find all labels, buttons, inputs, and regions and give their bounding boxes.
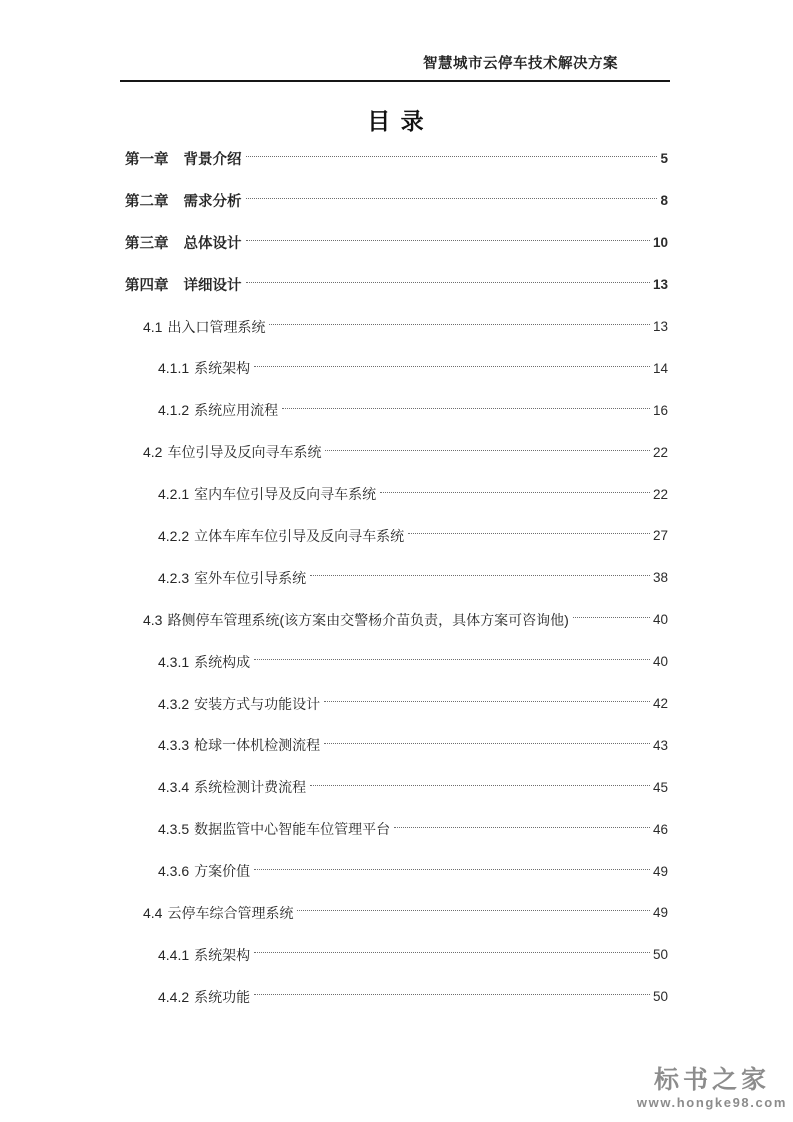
toc-entry[interactable] xyxy=(125,515,668,557)
toc-entry-num: 4.4 xyxy=(143,904,163,921)
toc-entry[interactable] xyxy=(125,222,668,264)
toc-entry[interactable] xyxy=(125,683,668,725)
toc-entry[interactable] xyxy=(125,766,668,808)
toc-entry-page: 10 xyxy=(652,235,668,251)
toc-entry-page: 46 xyxy=(652,821,668,837)
toc-entry[interactable] xyxy=(125,264,668,306)
toc-entry[interactable] xyxy=(125,892,668,934)
toc-entry-title: 立体车库车位引导及反向寻车系统 xyxy=(194,527,405,544)
toc-entry-num: 4.1.2 xyxy=(158,402,190,419)
dot-leader xyxy=(246,240,650,241)
toc-entry-page: 14 xyxy=(652,360,668,376)
toc-entry-num: 4.1 xyxy=(143,318,163,335)
toc-entry-page: 13 xyxy=(652,277,668,293)
toc-entry-page: 22 xyxy=(652,486,668,502)
toc-entry-page: 42 xyxy=(652,696,668,712)
toc-entry-title: 系统应用流程 xyxy=(194,402,279,419)
toc-entry-title: 室外车位引导系统 xyxy=(194,569,307,586)
dot-leader xyxy=(325,450,650,451)
toc-entry-page: 40 xyxy=(652,612,668,628)
dot-leader xyxy=(246,156,658,157)
toc-entry[interactable] xyxy=(125,431,668,473)
toc-entry-title: 云停车综合管理系统 xyxy=(167,904,294,921)
toc-entry-num: 4.2.2 xyxy=(158,527,190,544)
toc-entry-page: 8 xyxy=(660,193,668,209)
dot-leader xyxy=(324,701,650,702)
toc-entry-page: 38 xyxy=(652,570,668,586)
toc-entry-num: 第二章 xyxy=(125,194,169,211)
toc-entry-page: 49 xyxy=(652,863,668,879)
toc-entry-num: 第三章 xyxy=(125,236,169,253)
toc-entry-num: 4.3.3 xyxy=(158,737,190,754)
toc-entry-title: 枪球一体机检测流程 xyxy=(194,737,321,754)
dot-leader xyxy=(254,659,650,660)
toc-entry-num: 4.3.1 xyxy=(158,653,190,670)
dot-leader xyxy=(394,827,650,828)
toc-entry-num: 4.2.1 xyxy=(158,486,190,503)
toc-entry-title: 方案价值 xyxy=(194,863,251,880)
dot-leader xyxy=(246,282,650,283)
toc-entry-title: 详细设计 xyxy=(183,278,242,295)
toc-entry-title: 系统功能 xyxy=(194,988,251,1005)
dot-leader xyxy=(310,785,650,786)
toc-entry[interactable] xyxy=(125,976,668,1018)
toc-entry[interactable] xyxy=(125,306,668,348)
toc-entry-num: 4.3.6 xyxy=(158,863,190,880)
toc-entry-page: 50 xyxy=(652,947,668,963)
dot-leader xyxy=(573,617,650,618)
toc-entry[interactable] xyxy=(125,808,668,850)
toc-entry-title: 系统架构 xyxy=(194,946,251,963)
toc-entry[interactable] xyxy=(125,180,668,222)
toc-entry-num: 4.4.1 xyxy=(158,946,190,963)
toc-entry-page: 27 xyxy=(652,528,668,544)
toc-entry-title: 车位引导及反向寻车系统 xyxy=(167,444,322,461)
watermark-url: www.hongke98.com xyxy=(636,1095,787,1110)
dot-leader xyxy=(254,994,650,995)
toc-entry-title: 安装方式与功能设计 xyxy=(194,695,321,712)
toc-entry-num: 4.1.1 xyxy=(158,360,190,377)
toc-entry-title: 出入口管理系统 xyxy=(167,318,266,335)
toc-entry-title: 背景介绍 xyxy=(183,152,242,169)
toc-entry-title: 数据监管中心智能车位管理平台 xyxy=(194,821,391,838)
toc-entry-num: 4.4.2 xyxy=(158,988,190,1005)
running-header xyxy=(120,52,670,82)
toc-entry-title: 系统构成 xyxy=(194,653,251,670)
toc-entry-title: 路侧停车管理系统(该方案由交警杨介苗负责，具体方案可咨询他) xyxy=(167,611,569,628)
toc-entry-title: 需求分析 xyxy=(183,194,242,211)
toc-entry-page: 5 xyxy=(660,151,668,167)
dot-leader xyxy=(324,743,650,744)
toc-entry-num: 第四章 xyxy=(125,278,169,295)
toc-entry[interactable] xyxy=(125,934,668,976)
dot-leader xyxy=(297,910,650,911)
toc-entry-page: 16 xyxy=(652,402,668,418)
toc-entry-page: 40 xyxy=(652,654,668,670)
toc-entry-title: 系统架构 xyxy=(194,360,251,377)
toc-entry[interactable] xyxy=(125,641,668,683)
dot-leader xyxy=(380,492,650,493)
toc-entry[interactable] xyxy=(125,473,668,515)
toc-entry-num: 4.2.3 xyxy=(158,569,190,586)
toc-entry-page: 43 xyxy=(652,737,668,753)
toc-entry-num: 4.2 xyxy=(143,444,163,461)
toc-entry-title: 系统检测计费流程 xyxy=(194,779,307,796)
dot-leader xyxy=(310,575,650,576)
toc-entry-page: 49 xyxy=(652,905,668,921)
toc-entry[interactable] xyxy=(125,138,668,180)
toc-entry[interactable] xyxy=(125,347,668,389)
dot-leader xyxy=(254,366,650,367)
watermark-logo-text: 标书之家 xyxy=(653,1065,770,1094)
toc-entry[interactable] xyxy=(125,724,668,766)
dot-leader xyxy=(269,324,650,325)
toc-title: 目 录 xyxy=(367,108,426,134)
toc-entry[interactable] xyxy=(125,389,668,431)
toc-list xyxy=(125,138,668,1018)
toc-entry-title: 总体设计 xyxy=(183,236,242,253)
dot-leader xyxy=(254,869,650,870)
dot-leader xyxy=(254,952,650,953)
toc-entry-num: 4.3.2 xyxy=(158,695,190,712)
toc-entry-page: 50 xyxy=(652,989,668,1005)
toc-entry-page: 22 xyxy=(652,444,668,460)
toc-entry[interactable] xyxy=(125,599,668,641)
dot-leader xyxy=(246,198,658,199)
toc-entry-num: 4.3.5 xyxy=(158,821,190,838)
running-header-title: 智慧城市云停车技术解决方案 xyxy=(423,56,618,72)
toc-entry[interactable] xyxy=(125,850,668,892)
watermark xyxy=(637,1067,787,1110)
toc-entry-num: 第一章 xyxy=(125,152,169,169)
toc-entry-num: 4.3 xyxy=(143,611,163,628)
toc-entry-title: 室内车位引导及反向寻车系统 xyxy=(194,486,377,503)
toc-entry[interactable] xyxy=(125,557,668,599)
dot-leader xyxy=(282,408,650,409)
toc-entry-page: 13 xyxy=(652,319,668,334)
dot-leader xyxy=(408,533,650,534)
toc-entry-page: 45 xyxy=(652,779,668,795)
toc-entry-num: 4.3.4 xyxy=(158,779,190,796)
